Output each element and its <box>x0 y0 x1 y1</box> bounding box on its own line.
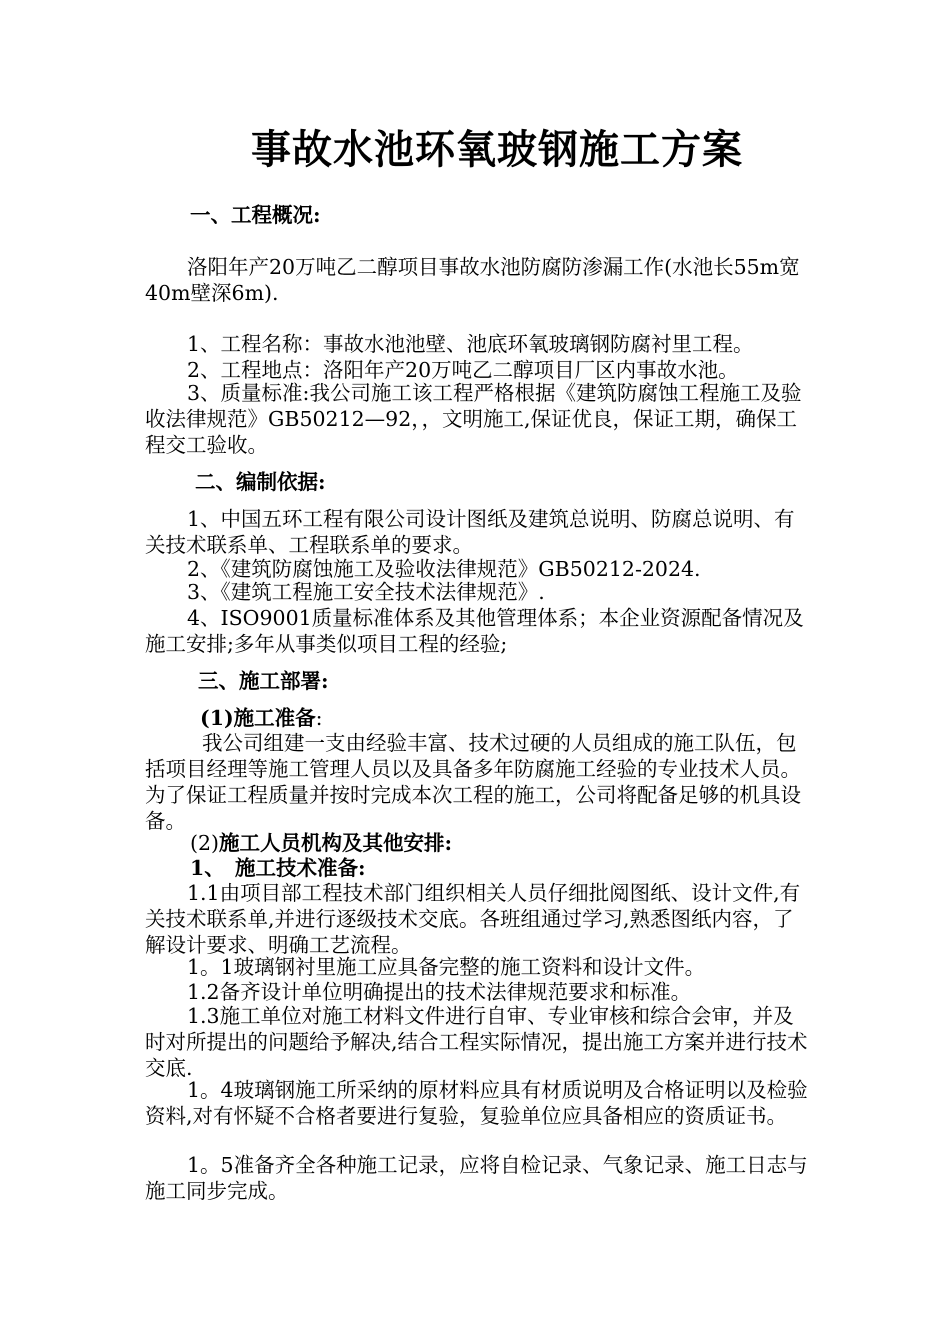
section-3-tech-1-2: 1.2备齐设计单位明确提出的技术法律规范要求和标准。 <box>187 980 692 1004</box>
section-2-heading: 二、编制依据: <box>195 470 326 494</box>
section-3-tech-1-5: 1。5准备齐全各种施工记录，应将自检记录、气象记录、施工日志与施工同步完成。 <box>145 1153 808 1203</box>
section-1-intro: 洛阳年产20万吨乙二醇项目事故水池防腐防渗漏工作(水池长55m宽40m壁深6m). <box>145 255 800 305</box>
section-2-item-2: 2、《建筑防腐蚀施工及验收法律规范》GB50212-2024. <box>187 557 701 581</box>
section-3-sub-2-label: 施工人员机构及其他安排: <box>219 831 453 855</box>
section-1-item-2: 2、工程地点：洛阳年产20万吨乙二醇项目厂区内事故水池。 <box>187 358 739 382</box>
section-1-item-1: 1、工程名称：事故水池池壁、池底环氧玻璃钢防腐衬里工程。 <box>187 332 754 356</box>
section-2-item-3: 3、《建筑工程施工安全技术法律规范》. <box>187 580 545 604</box>
section-3-sub-2-heading <box>145 830 854 856</box>
section-3-sub-1-text: 我公司组建一支由经验丰富、技术过硬的人员组成的施工队伍，包括项目经理等施工管理人员以及具备多年防腐施工经验的专业技术人员。为了保证工程质量并按时完成本次工程的施工，公司将配备足够的机具设备。 <box>145 731 801 833</box>
document-title: 事故水池环氧玻钢施工方案 <box>251 126 743 173</box>
section-3-tech-1-4: 1。4玻璃钢施工所采纳的原材料应具有材质说明及合格证明以及检验资料,对有怀疑不合格者要进行复验，复验单位应具备相应的资质证书。 <box>145 1078 808 1128</box>
section-3-tech-1-1b: 1。1玻璃钢衬里施工应具备完整的施工资料和设计文件。 <box>187 955 706 979</box>
section-1-item-3: 3、质量标准:我公司施工该工程严格根据《建筑防腐蚀工程施工及验收法律规范》GB50212—92，，文明施工,保证优良，保证工期，确保工程交工验收。 <box>145 381 802 457</box>
section-3-sub-1-heading <box>145 705 864 731</box>
section-3-heading: 三、施工部署: <box>198 669 329 693</box>
section-2-item-4: 4、ISO9001质量标准体系及其他管理体系；本企业资源配备情况及施工安排;多年从事类似项目工程的经验; <box>145 606 804 656</box>
section-1-heading: 一、工程概况: <box>190 203 321 227</box>
section-3-sub-1-colon: : <box>315 706 323 730</box>
section-3-tech-heading: 1、 施工技术准备: <box>190 856 366 880</box>
section-3-sub-1-label: (1)施工准备 <box>200 706 316 730</box>
section-2-item-1: 1、中国五环工程有限公司设计图纸及建筑总说明、防腐总说明、有关技术联系单、工程联系单的要求。 <box>145 507 795 557</box>
section-3-sub-2-prefix: (2) <box>190 831 220 855</box>
section-3-tech-1-3: 1.3施工单位对施工材料文件进行自审、专业审核和综合会审，并及时对所提出的问题给予解决,结合工程实际情况，提出施工方案并进行技术交底. <box>145 1004 808 1080</box>
section-3-tech-1-1: 1.1由项目部工程技术部门组织相关人员仔细批阅图纸、设计文件,有关技术联系单,并进行逐级技术交底。各班组通过学习,熟悉图纸内容，了解设计要求、明确工艺流程。 <box>145 881 801 957</box>
